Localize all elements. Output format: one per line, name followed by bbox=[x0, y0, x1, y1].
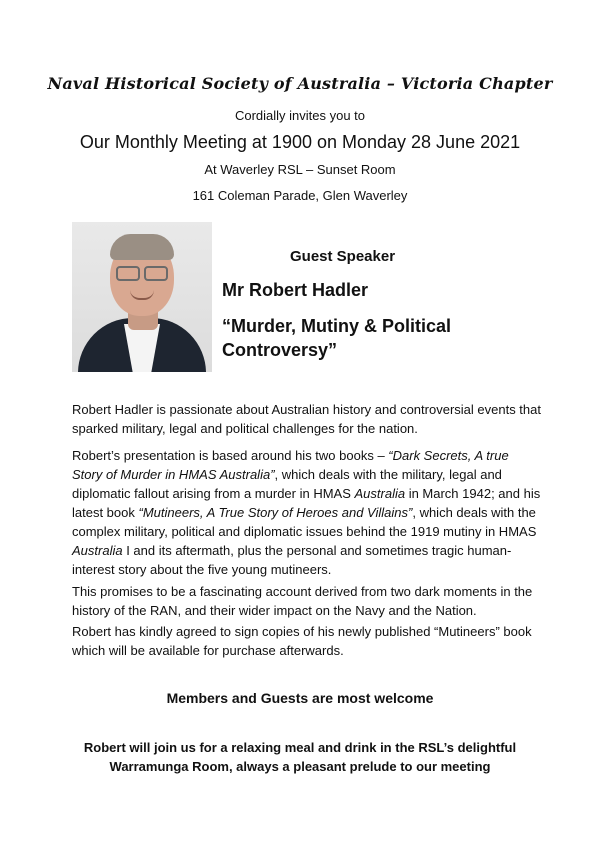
meal-note-line-2: Warramunga Room, always a pleasant prelude to our meeting bbox=[109, 759, 491, 774]
paragraph-intro: Robert Hadler is passionate about Australian history and controversial events that sparked military, legal and political challenges for the nation. bbox=[72, 402, 541, 436]
presentation-text-b: , which deals with the military, legal and diplomatic fallout arising from a murder in HMAS bbox=[72, 467, 502, 501]
welcome-line: Members and Guests are most welcome bbox=[166, 690, 434, 706]
presentation-text-e: I and its aftermath, plus the personal and sometimes tragic human-interest story about the five young mutineers. bbox=[72, 543, 512, 577]
talk-title-line-2: Controversy” bbox=[222, 340, 338, 360]
ship-name-2: Australia bbox=[72, 543, 123, 558]
paragraph-promise: This promises to be a fascinating account derived from two dark moments in the history of the RAN, and their wider impact on the Navy and the Nation. bbox=[72, 584, 533, 618]
photo-hair bbox=[110, 234, 174, 260]
talk-title bbox=[222, 314, 512, 362]
paragraph-presentation bbox=[72, 446, 542, 579]
photo-glasses-right bbox=[144, 266, 168, 281]
meal-note-line-1: Robert will join us for a relaxing meal and drink in the RSL’s delightful bbox=[83, 740, 517, 755]
paragraph-signing: Robert has kindly agreed to sign copies of his newly published “Mutineers” book which will be available for purchase afterwards. bbox=[72, 624, 532, 658]
ship-name-1: Australia bbox=[354, 486, 406, 501]
talk-title-line-1: “Murder, Mutiny & Political bbox=[222, 316, 452, 336]
speaker-name: Mr Robert Hadler bbox=[222, 280, 369, 300]
organisation-title: Naval Historical Society of Australia – Victoria Chapter bbox=[47, 74, 553, 93]
meeting-line: Our Monthly Meeting at 1900 on Monday 28 June 2021 bbox=[79, 132, 521, 152]
presentation-text-a: Robert’s presentation is based around his two books – bbox=[72, 448, 389, 463]
guest-speaker-label: Guest Speaker bbox=[290, 248, 396, 265]
speaker-photo bbox=[72, 222, 212, 372]
invite-line: Cordially invites you to bbox=[234, 108, 366, 123]
venue-line: At Waverley RSL – Sunset Room bbox=[204, 162, 396, 177]
book-title-dark-secrets: “Dark Secrets, A true Story of Murder in HMAS Australia” bbox=[72, 448, 509, 482]
presentation-text-c: in March 1942; and his latest book bbox=[72, 486, 541, 520]
presentation-text-d: , which deals with the complex military, political and diplomatic issues behind the 1919 mutiny in HMAS bbox=[72, 505, 537, 539]
meal-note bbox=[0, 738, 600, 776]
photo-glasses-left bbox=[116, 266, 140, 281]
book-title-mutineers: “Mutineers, A True Story of Heroes and Villains” bbox=[138, 505, 413, 520]
address-line: 161 Coleman Parade, Glen Waverley bbox=[192, 188, 408, 203]
